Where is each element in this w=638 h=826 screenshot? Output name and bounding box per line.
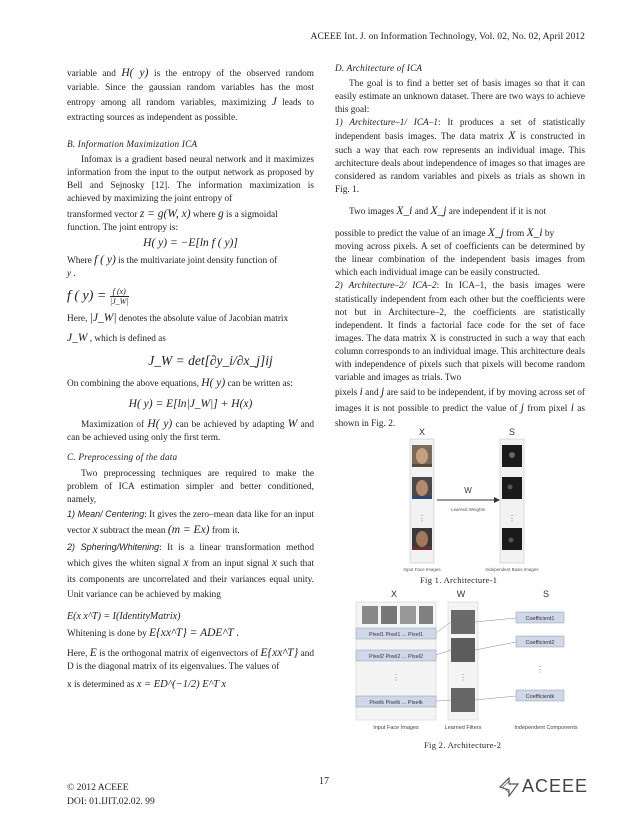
fig2-label-s: S — [542, 589, 550, 599]
two-images-line: Two images X_i and X_j are independent if it is not — [349, 204, 547, 217]
architecture-2-paragraph: 2) Architecture–2/ ICA–2: In ICA–1, the basis images were statistically independent from each other but the coefficients were not but in Architecture–2, the coefficients are statistically independent. It finds a factorial face code for the set of face images. The data matrix X is constructed in such a way that each column corresponds to an individual image. This architecture deals with independence of pixels such that pixels will become random variable and images as trials. Two — [335, 281, 585, 384]
fig2-bottom-filters: Learned Filters — [444, 725, 482, 731]
infomax-paragraph: Infomax is a gradient based neural network and it maximizes information from the input to the output network as proposed by Bell and Sejnosky [12]. The information maximization is achieved by maximizing the joint entropy of — [67, 154, 314, 205]
fig1-learned-weights: Learned Weights — [451, 507, 485, 512]
copyright: © 2012 ACEEE — [67, 782, 129, 793]
figure-2-architecture-2 — [336, 588, 586, 733]
equation-fy: f ( y) = $\frac{f (x)}{|J\_W|}$ — [67, 286, 129, 306]
figure-1-caption: Fig 1. Architecture-1 — [420, 575, 498, 585]
section-heading-b: B. Information Maximization ICA — [67, 138, 198, 149]
figure-1-architecture-1 — [390, 425, 540, 583]
svg-text:Coefficient1: Coefficient1 — [525, 616, 555, 622]
equation-identity: E(x x^T) = I(IdentityMatrix) — [67, 610, 181, 622]
svg-text:Pixel1 Pixel1 ... Pixel1: Pixel1 Pixel1 ... Pixel1 — [368, 632, 424, 638]
face-image-1 — [412, 445, 432, 467]
where-y: y . — [67, 268, 76, 279]
section-heading-d: D. Architecture of ICA — [335, 63, 423, 73]
fig2-row-k — [356, 696, 436, 707]
intro-paragraph: variable and H( y) is the entropy of the observed random variable. Since the gaussian random variables has the most entropy among all random variables, maximizing J leads to extracting sources as independent as possible. — [67, 67, 314, 123]
maximization-line: Maximization of H( y) can be achieved by adapting W and can be achieved using only the first term. — [67, 418, 315, 444]
svg-text:⋮: ⋮ — [392, 673, 400, 682]
moving-paragraph: moving across pixels. A set of coefficients can be determined by the linear combination of the independent basis images from which each individual image can be easily constructed. — [335, 242, 585, 279]
fig1-input-face-images: Input Face Images — [403, 567, 441, 572]
fig2-label-x: X — [390, 589, 398, 599]
left-column — [67, 66, 314, 692]
fig1-s-ellipsis: ⋮ — [508, 514, 516, 523]
page-number: 17 — [319, 776, 329, 787]
fig1-label-s: S — [508, 427, 516, 437]
running-head: ACEEE Int. J. on Information Technology, Vol. 02, No. 02, April 2012 — [310, 31, 585, 42]
section-heading-c: C. Preprocessing of the data — [67, 452, 178, 463]
fig2-row-1 — [356, 628, 436, 639]
infomax-line-2: transformed vector z = g(W, x) where g is a sigmoidal — [67, 208, 278, 221]
here-line: Here, |J_W| denotes the absolute value of Jacobian matrix — [67, 311, 289, 324]
fig2-bottom-components: Independent Components — [514, 725, 578, 731]
eigen-line: Here, E is the orthogonal matrix of eigenvectors of E{xx^T} and D is the diagonal matrix of its eigenvalues. The values of — [67, 646, 314, 673]
aceee-logo-icon — [498, 777, 520, 797]
sphering-whitening-line: 2) Sphering/Whitening: It is a linear transformation method which gives the whiten signal x from an input signal x such that its components are uncorrelated and their variances equal unity. Unit variance can be achieved by making — [67, 541, 315, 601]
fig1-label-w: W — [464, 486, 472, 495]
svg-text:Coefficient2: Coefficient2 — [525, 640, 555, 646]
fig1-x-ellipsis: ⋮ — [418, 514, 426, 523]
fig2-coefficient-k — [516, 690, 564, 701]
learned-filter-2 — [451, 638, 475, 662]
svg-text:⋮: ⋮ — [459, 673, 467, 682]
infomax-line-3: function. The joint entropy is: — [67, 223, 179, 234]
pixels-line: pixels i and j are said to be independent, if by moving across set of images it is not possible to predict the value of j from pixel i as shown in Fig. 2. — [335, 386, 586, 430]
face-image-3 — [412, 528, 432, 550]
fig1-independent-basis: Independent Basis Images — [485, 567, 539, 572]
doi: DOI: 01.IJIT.02.02. 99 — [67, 796, 155, 807]
where-line: Where f ( y) is the multivariate joint density function of — [67, 253, 278, 266]
architecture-1-paragraph: 1) Architecture–1/ ICA–1: It produces a set of statistically independent basis images. The data matrix X is constructed in such a way that each row represents an individual image. This architecture deals about independence of images so that images are considered as random variables and pixels as trials as shown in Fig. 1. — [335, 118, 586, 195]
learned-filter-k — [451, 688, 475, 712]
svg-text:Coefficientk: Coefficientk — [525, 694, 555, 700]
fig2-bottom-input: Input Face Images — [373, 725, 419, 731]
preprocessing-paragraph: Two preprocessing techniques are required to make the problem of ICA estimation simpler and better conditioned, namely, — [67, 468, 314, 505]
fig1-arrowhead — [494, 497, 500, 503]
goal-paragraph: The goal is to find a better set of basis images so that it can easily estimate an unknown dataset. There are two ways to achieve this goal: — [335, 79, 585, 116]
aceee-logo — [498, 776, 588, 797]
figure-2-caption: Fig 2. Architecture-2 — [424, 740, 502, 750]
determined-line: x is determined as x = ED^(−1/2) E^T x — [67, 679, 227, 691]
mean-centering-line: 1) Mean/ Centering: It gives the zero–mean data like for an input vector x subtract the mean (m = Ex) from it. — [67, 508, 315, 537]
equation-jacobian: J_W = det[∂y_i/∂x_j]ij — [148, 352, 273, 368]
fig2-coefficient-1 — [516, 612, 564, 623]
combine-line: On combining the above equations, H( y) can be written as: — [67, 377, 293, 390]
face-image-2 — [412, 477, 432, 499]
fig2-label-w: W — [456, 589, 466, 599]
fig1-label-x: X — [418, 427, 426, 437]
equation-combined: H( y) = E[ln|J_W|] + H(x) — [128, 398, 253, 411]
possible-line: possible to predict the value of an image X_j from X_i by — [335, 227, 555, 240]
jw-definition: J_W , which is defined as — [67, 331, 166, 344]
svg-text:⋮: ⋮ — [536, 665, 544, 674]
fig2-coefficient-2 — [516, 636, 564, 647]
fig2-row-2 — [356, 650, 436, 661]
svg-text:Pixelk Pixelk ... Pixelk: Pixelk Pixelk ... Pixelk — [369, 700, 423, 706]
aceee-logo-text: ACEEE — [522, 776, 589, 796]
svg-text:Pixel2 Pixel2 ... Pixel2: Pixel2 Pixel2 ... Pixel2 — [368, 654, 424, 660]
equation-joint-entropy: H( y) = −E[ln f ( y)] — [143, 237, 238, 250]
learned-filter-1 — [451, 610, 475, 634]
whitening-line: Whitening is done by E{xx^T} = ADE^T . — [67, 626, 240, 639]
right-column — [335, 62, 585, 432]
